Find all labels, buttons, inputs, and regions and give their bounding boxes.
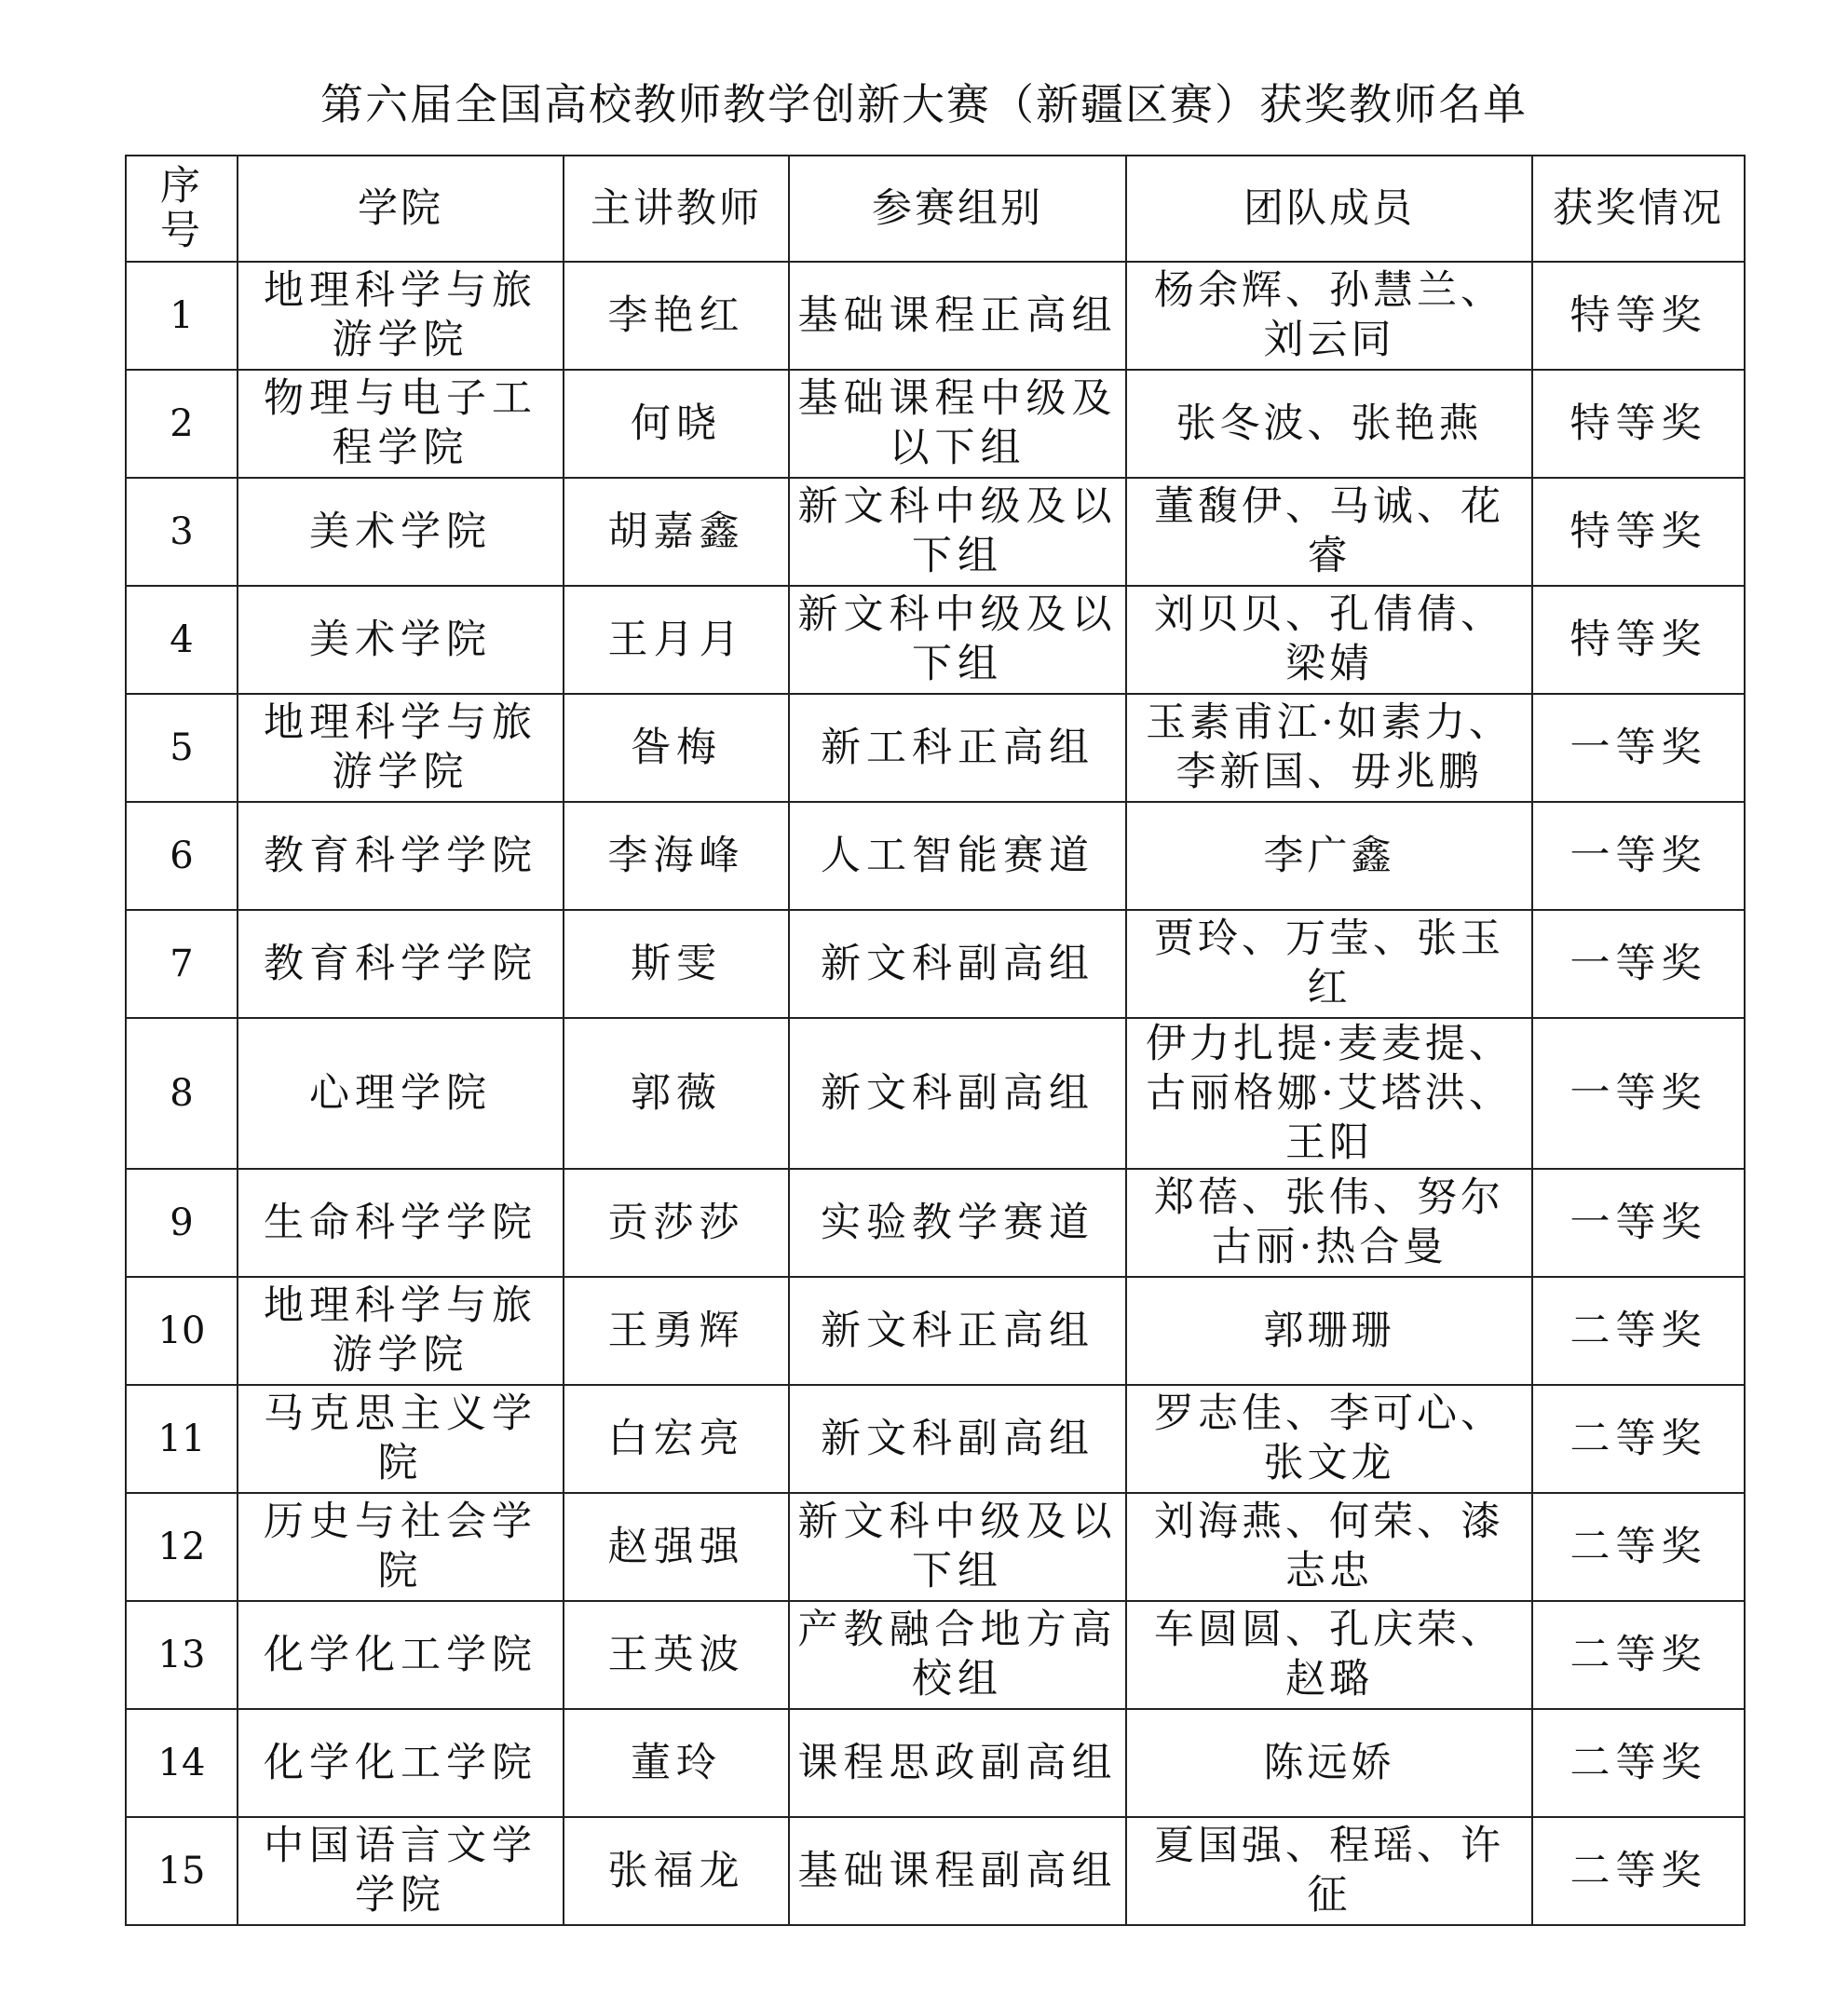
cell-award: 特等奖 [1532, 262, 1745, 370]
cell-college: 化学化工学院 [238, 1709, 564, 1817]
cell-teacher: 王月月 [564, 586, 789, 694]
cell-group: 产教融合地方高校组 [789, 1601, 1126, 1709]
table-row [126, 1709, 1745, 1817]
cell-teacher: 胡嘉鑫 [564, 478, 789, 586]
cell-no: 9 [126, 1169, 238, 1277]
table-row [126, 802, 1745, 910]
cell-team: 郑蓓、张伟、努尔古丽·热合曼 [1126, 1169, 1532, 1277]
cell-team: 杨余辉、孙慧兰、刘云同 [1126, 262, 1532, 370]
cell-team: 李广鑫 [1126, 802, 1532, 910]
cell-no: 5 [126, 694, 238, 802]
table-header-row [126, 156, 1745, 262]
cell-award: 二等奖 [1532, 1601, 1745, 1709]
cell-group: 新文科中级及以下组 [789, 586, 1126, 694]
cell-college: 中国语言文学学院 [238, 1817, 564, 1925]
cell-teacher: 董玲 [564, 1709, 789, 1817]
cell-teacher: 王英波 [564, 1601, 789, 1709]
cell-team: 伊力扎提·麦麦提、古丽格娜·艾塔洪、王阳 [1126, 1018, 1532, 1169]
cell-award: 二等奖 [1532, 1709, 1745, 1817]
cell-college: 教育科学学院 [238, 910, 564, 1018]
header-college: 学院 [238, 156, 564, 262]
cell-group: 新文科副高组 [789, 910, 1126, 1018]
cell-group: 实验教学赛道 [789, 1169, 1126, 1277]
cell-team: 车圆圆、孔庆荣、赵璐 [1126, 1601, 1532, 1709]
cell-team: 夏国强、程瑶、许征 [1126, 1817, 1532, 1925]
cell-no: 6 [126, 802, 238, 910]
cell-team: 罗志佳、李可心、张文龙 [1126, 1385, 1532, 1493]
cell-no: 8 [126, 1018, 238, 1169]
table-row [126, 1169, 1745, 1277]
table-row [126, 262, 1745, 370]
table-row [126, 1493, 1745, 1601]
table-row [126, 1385, 1745, 1493]
cell-award: 一等奖 [1532, 694, 1745, 802]
page-title: 第六届全国高校教师教学创新大赛（新疆区赛）获奖教师名单 [320, 79, 1528, 129]
header-team: 团队成员 [1126, 156, 1532, 262]
cell-team: 陈远娇 [1126, 1709, 1532, 1817]
cell-award: 特等奖 [1532, 586, 1745, 694]
cell-award: 二等奖 [1532, 1493, 1745, 1601]
cell-group: 基础课程中级及以下组 [789, 370, 1126, 478]
table-row [126, 910, 1745, 1018]
cell-group: 新文科中级及以下组 [789, 478, 1126, 586]
cell-team: 玉素甫江·如素力、李新国、毋兆鹏 [1126, 694, 1532, 802]
cell-team: 贾玲、万莹、张玉红 [1126, 910, 1532, 1018]
cell-college: 心理学院 [238, 1018, 564, 1169]
cell-team: 郭珊珊 [1126, 1277, 1532, 1385]
cell-college: 美术学院 [238, 586, 564, 694]
cell-no: 11 [126, 1385, 238, 1493]
cell-college: 地理科学与旅游学院 [238, 1277, 564, 1385]
table-row [126, 478, 1745, 586]
cell-award: 二等奖 [1532, 1385, 1745, 1493]
cell-no: 15 [126, 1817, 238, 1925]
cell-award: 二等奖 [1532, 1277, 1745, 1385]
cell-college: 教育科学学院 [238, 802, 564, 910]
header-teacher: 主讲教师 [564, 156, 789, 262]
cell-teacher: 张福龙 [564, 1817, 789, 1925]
cell-teacher: 白宏亮 [564, 1385, 789, 1493]
cell-team: 董馥伊、马诚、花睿 [1126, 478, 1532, 586]
cell-no: 7 [126, 910, 238, 1018]
award-table [125, 155, 1746, 1926]
cell-college: 地理科学与旅游学院 [238, 262, 564, 370]
cell-group: 新文科正高组 [789, 1277, 1126, 1385]
cell-college: 马克思主义学院 [238, 1385, 564, 1493]
cell-teacher: 李海峰 [564, 802, 789, 910]
cell-group: 基础课程副高组 [789, 1817, 1126, 1925]
table-row [126, 1817, 1745, 1925]
cell-award: 一等奖 [1532, 1018, 1745, 1169]
cell-college: 地理科学与旅游学院 [238, 694, 564, 802]
table-row [126, 1601, 1745, 1709]
cell-award: 二等奖 [1532, 1817, 1745, 1925]
header-no: 序号 [126, 156, 238, 262]
cell-award: 特等奖 [1532, 370, 1745, 478]
cell-group: 课程思政副高组 [789, 1709, 1126, 1817]
cell-teacher: 何晓 [564, 370, 789, 478]
table-row [126, 370, 1745, 478]
table-row [126, 1277, 1745, 1385]
cell-teacher: 李艳红 [564, 262, 789, 370]
cell-teacher: 王勇辉 [564, 1277, 789, 1385]
header-group: 参赛组别 [789, 156, 1126, 262]
cell-group: 新文科副高组 [789, 1018, 1126, 1169]
cell-group: 人工智能赛道 [789, 802, 1126, 910]
cell-no: 3 [126, 478, 238, 586]
cell-no: 12 [126, 1493, 238, 1601]
header-award: 获奖情况 [1532, 156, 1745, 262]
cell-college: 物理与电子工程学院 [238, 370, 564, 478]
cell-teacher: 郭薇 [564, 1018, 789, 1169]
cell-award: 特等奖 [1532, 478, 1745, 586]
cell-teacher: 斯雯 [564, 910, 789, 1018]
cell-teacher: 赵强强 [564, 1493, 789, 1601]
table-row [126, 694, 1745, 802]
cell-college: 生命科学学院 [238, 1169, 564, 1277]
cell-award: 一等奖 [1532, 1169, 1745, 1277]
cell-college: 历史与社会学院 [238, 1493, 564, 1601]
cell-team: 刘海燕、何荣、漆志忠 [1126, 1493, 1532, 1601]
cell-no: 2 [126, 370, 238, 478]
cell-group: 新文科副高组 [789, 1385, 1126, 1493]
cell-award: 一等奖 [1532, 910, 1745, 1018]
table-row [126, 586, 1745, 694]
cell-group: 新工科正高组 [789, 694, 1126, 802]
cell-college: 化学化工学院 [238, 1601, 564, 1709]
cell-no: 4 [126, 586, 238, 694]
cell-team: 张冬波、张艳燕 [1126, 370, 1532, 478]
cell-teacher: 昝梅 [564, 694, 789, 802]
cell-no: 13 [126, 1601, 238, 1709]
cell-no: 10 [126, 1277, 238, 1385]
cell-no: 1 [126, 262, 238, 370]
cell-award: 一等奖 [1532, 802, 1745, 910]
table-row [126, 1018, 1745, 1169]
cell-group: 新文科中级及以下组 [789, 1493, 1126, 1601]
cell-teacher: 贡莎莎 [564, 1169, 789, 1277]
cell-no: 14 [126, 1709, 238, 1817]
cell-team: 刘贝贝、孔倩倩、梁婧 [1126, 586, 1532, 694]
cell-group: 基础课程正高组 [789, 262, 1126, 370]
cell-college: 美术学院 [238, 478, 564, 586]
